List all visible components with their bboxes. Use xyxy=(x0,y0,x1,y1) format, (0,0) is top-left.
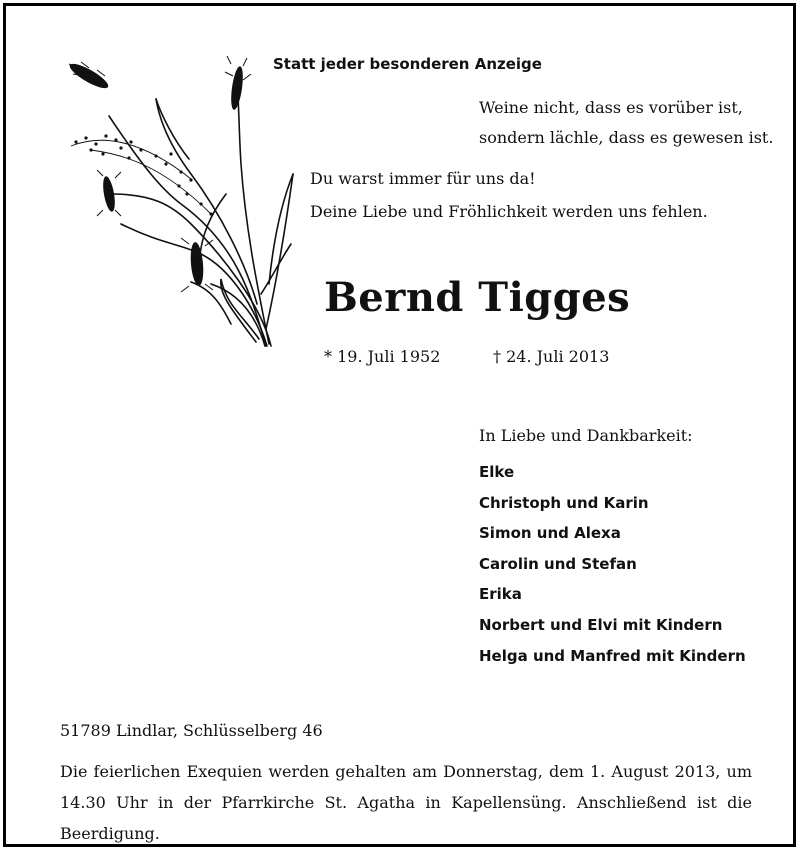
mourner-item: Christoph und Karin xyxy=(479,493,649,512)
quote-line-1: Weine nicht, dass es vorüber ist, xyxy=(479,98,743,117)
obituary-notice xyxy=(3,3,796,847)
mourner-item: Elke xyxy=(479,463,515,481)
mourner-item: Helga und Manfred mit Kindern xyxy=(479,646,746,665)
quote-line-2: sondern lächle, dass es gewesen ist. xyxy=(479,128,774,147)
thanks-intro: In Liebe und Dankbarkeit: xyxy=(479,426,693,445)
tribute-line-2: Deine Liebe und Fröhlichkeit werden uns fehlen. xyxy=(310,202,708,221)
address: 51789 Lindlar, Schlüsselberg 46 xyxy=(60,721,323,740)
mourner-item: Carolin und Stefan xyxy=(479,554,637,573)
service-information: Die feierlichen Exequien werden gehalten am Donnerstag, dem 1. August 2013, um 14.30 Uhr in der Pfarrkirche St. Agatha in Kapellensüng. Anschließend ist die Beerdigung. xyxy=(60,762,752,843)
mourner-item: Norbert und Elvi mit Kindern xyxy=(479,615,723,634)
mourner-item: Erika xyxy=(479,585,522,604)
wheat-grass-icon xyxy=(61,54,296,354)
birth-date: * 19. Juli 1952 xyxy=(324,347,441,366)
mourners-list xyxy=(479,460,746,674)
mourner-item: Simon und Alexa xyxy=(479,524,621,543)
notice-heading: Statt jeder besonderen Anzeige xyxy=(273,55,542,73)
deceased-name: Bernd Tigges xyxy=(324,274,631,321)
death-date: † 24. Juli 2013 xyxy=(493,347,610,366)
tribute-line-1: Du warst immer für uns da! xyxy=(310,169,536,188)
